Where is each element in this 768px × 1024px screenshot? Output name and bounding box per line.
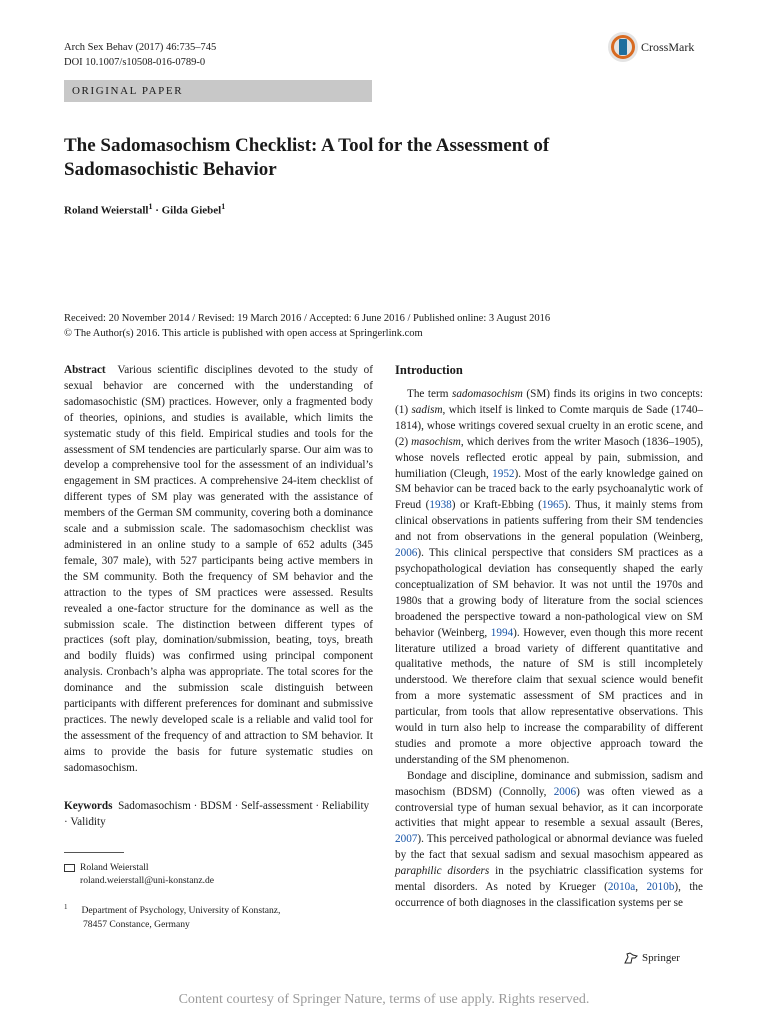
publisher-name: Springer (642, 952, 680, 964)
license-line: © The Author(s) 2016. This article is published with open access at Springerlink.com (64, 328, 423, 339)
footnote-divider (64, 852, 124, 853)
paragraph: Bondage and discipline, dominance and submission, sadism and masochism (BDSM) (Connolly, 2006) was often viewed as a controversial type of human sexual behavior, as it can incorporate activities that might appear to resemble a sexual assault (Beres, 2007). This perceived pathological or abnormal deviance was fueled by the fact that sexual sadism and sexual masochism appeared as paraphilic disorders in the psychiatric classification systems for mental disorders. As noted by Krueger (2010a, 2010b), the occurrence of both diagnoses in the classification systems per se (395, 769, 703, 909)
affiliation (64, 900, 280, 932)
crossmark-label: CrossMark (641, 39, 695, 54)
publisher-logo (624, 952, 680, 964)
keywords (64, 798, 373, 830)
correspondence-name: Roland Weierstall (80, 862, 149, 873)
crossmark-icon (608, 32, 638, 62)
author-name[interactable]: Gilda Giebel (161, 204, 222, 217)
copyright-footer: Content courtesy of Springer Nature, terms of use apply. Rights reserved. (178, 992, 590, 1007)
dates-line: Received: 20 November 2014 / Revised: 19 March 2016 / Accepted: 6 June 2016 / Published online: 3 August 2016 (64, 313, 551, 324)
citation-link[interactable]: 1994 (490, 626, 514, 639)
citation-link[interactable]: 2007 (395, 833, 418, 846)
citation-link[interactable]: 2006 (395, 547, 418, 560)
springer-horse-icon (624, 952, 638, 964)
affiliation-line: 78457 Constance, Germany (83, 919, 190, 931)
correspondence (64, 861, 214, 887)
author-list (64, 202, 225, 217)
citation-link[interactable]: 1965 (541, 499, 565, 512)
citation-link[interactable]: 1938 (429, 499, 452, 512)
citation-link[interactable]: 2010b (646, 881, 675, 894)
affiliation-marker: 1 (148, 202, 153, 211)
abstract-text: Various scientific disciplines devoted to the study of sexual behavior are concerned with the understanding of sadomasochistic (SM) practices. However, only a fragmented body of theories, opinions, and studies is available, which limits the systematic study of this field. Empirical studies and tools for the assessment of SM tendencies are particularly sparse. Our aim was to develop a comprehensive tool for the assessment of an individual’s engagement in SM practices. A comprehensive 24-item checklist of different types of SM play was generated with the assistance of members of the German SM community, covering both a dominance scale and a submission scale. The sadomasochism checklist was administered in an online study to a sample of 652 adults (345 female, 307 male), with 527 participants being active members in the SM community. Both the frequency of SM behavior and the attraction to the types of SM practices were assessed. Results revealed a one-factor structure for the dominance as well as the submission scale. The distinction between different types of practices (soft play, domination/submission, beating, toys, breath and bodily fluids) was confirmed using principal component analysis. Cronbach’s alpha was appropriate. The total scores for the dominance and the submission scale distinguish between participants with different preferences for dominant and submissive practices. The newly developed scale is a reliable and valid tool for the assessment of the frequency of and attraction to SM behavior. It aims to provide the basis for future systematic studies on sadomasochism. (64, 364, 373, 774)
article-title: The Sadomasochism Checklist: A Tool for the Assessment of Sadomasochistic Behavior (64, 135, 550, 180)
introduction-body (395, 387, 703, 912)
doi[interactable]: DOI 10.1007/s10508-016-0789-0 (64, 57, 206, 68)
correspondence-email[interactable]: roland.weierstall@uni-konstanz.de (80, 875, 215, 886)
journal-citation: Arch Sex Behav (2017) 46:735–745 (64, 42, 217, 53)
keywords-text: Sadomasochism · BDSM · Self-assessment · Reliability · Validity (64, 800, 370, 828)
paragraph: The term sadomasochism (SM) finds its origins in two concepts: (1) sadism, which itself is linked to Comte marquis de Sade (1740–1814), whose writings covered sexual cruelty in an erotic scene, and (2) masochism, which derives from the writer Masoch (1836–1905), whose novels reflected erotic appeal by pain, submission, and humiliation (Cleugh, 1952). Most of the early knowledge gained on SM behavior can be traced back to the early psychoanalytic work of Freud (1938) or Kraft-Ebbing (1965). Thus, it mainly stems from clinical observations in patients suffering from their SM tendencies and not from observations in the general population (Weinberg, 2006). This clinical perspective that considers SM practices as a psychopathological deviation has consequently shaped the early conceptualization of SM behavior. It was not until the 1970s and 1980s that a growing body of literature from the social sciences broadened the perspective toward a non-pathological view on SM behavior (Weinberg, 1994). However, even though this more recent literature utilized a broad variety of different quantitative and qualitative methods, the nature of SM is still incompletely understood. We therefore claim that sexual science would benefit from a more systematic assessment of SM practices and in particular, from tools that allow representative observations. This would in turn also help to increase the comparability of different studies and promote a more objective approach toward the understanding of the SM phenomenon. (395, 388, 704, 766)
citation-link[interactable]: 2010a (607, 881, 636, 894)
keywords-label: Keywords (64, 800, 113, 812)
affiliation-marker: 1 (221, 202, 226, 211)
abstract-label: Abstract (64, 364, 106, 376)
author-separator: · (152, 204, 162, 217)
envelope-icon (64, 864, 75, 872)
affiliation-number: 1 (64, 903, 68, 911)
citation-link[interactable]: 1952 (492, 467, 515, 480)
abstract (64, 363, 373, 777)
crossmark-badge[interactable] (608, 32, 694, 62)
publication-history (64, 311, 704, 341)
article-type-badge: ORIGINAL PAPER (64, 80, 372, 102)
section-heading: Introduction (395, 363, 463, 377)
author-name[interactable]: Roland Weierstall (64, 204, 149, 217)
affiliation-line: Department of Psychology, University of Konstanz, (81, 905, 281, 917)
citation-link[interactable]: 2006 (553, 785, 577, 798)
